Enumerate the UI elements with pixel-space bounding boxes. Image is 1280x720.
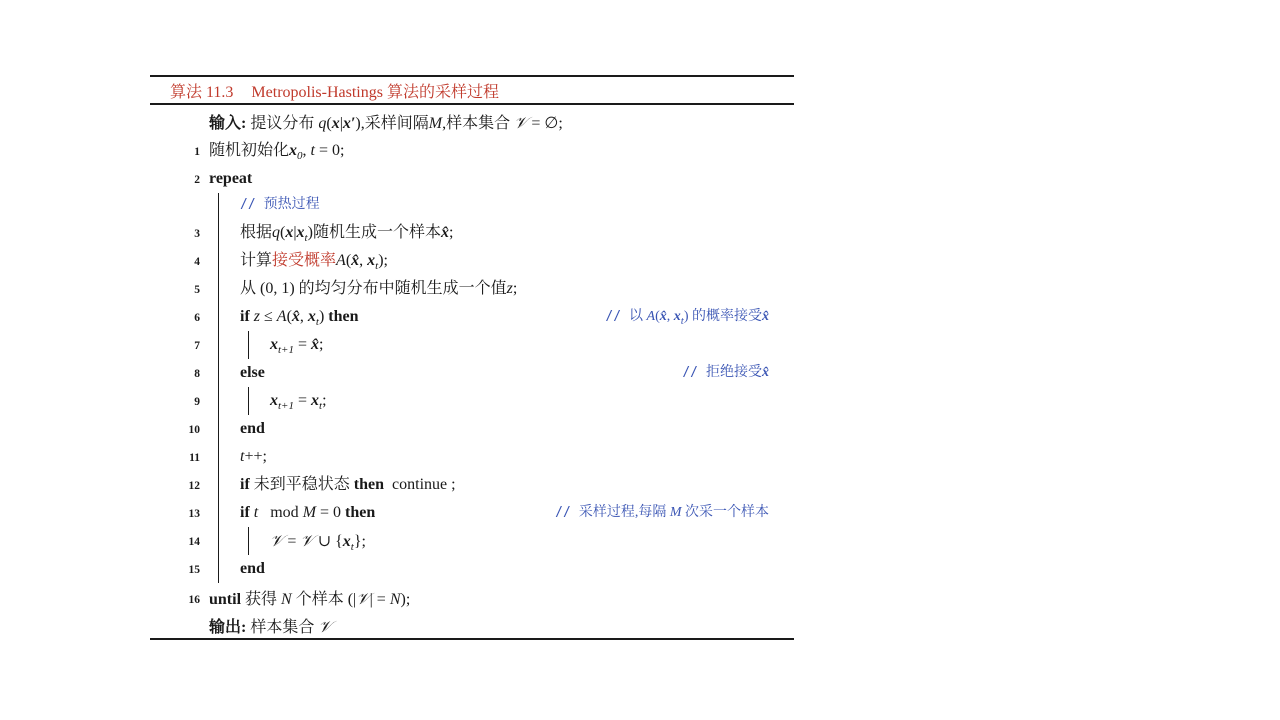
input-text-4: = ∅; <box>531 115 563 132</box>
line-number-2: 2 <box>194 174 200 186</box>
l12-text: 未到平稳状态 <box>249 476 354 493</box>
algo-line-7 <box>270 333 323 357</box>
line-number-11: 11 <box>189 452 200 464</box>
l16-N: N <box>281 591 292 608</box>
l5-text: 从 (0, 1) 的均匀分布中随机生成一个值 <box>240 280 507 297</box>
input-text: 提议分布 <box>250 115 315 132</box>
comment-slash: // <box>240 197 256 212</box>
accept-comment-text: 以 <box>629 309 644 324</box>
l6-open: ( <box>286 308 292 325</box>
line-number-15: 15 <box>188 564 200 576</box>
comment-sub: t <box>680 315 684 327</box>
l7-eq: = <box>293 336 312 353</box>
top-rule <box>150 75 794 77</box>
l1-sub: 0 <box>297 150 303 162</box>
algo-line-16 <box>209 587 410 611</box>
input-label: 输入: <box>209 115 247 132</box>
l3-xhat: x̂ <box>440 224 449 241</box>
l16-text-2: 个样本 (| <box>291 591 357 608</box>
reject-comment-text: 拒绝接受 <box>706 365 762 380</box>
algo-line-15 <box>240 557 265 581</box>
input-line: 输入: 提议分布 q(x|x′),采样间隔M,样本集合 𝒱 = ∅; <box>209 113 563 132</box>
sampling-comment-M: M <box>669 505 682 520</box>
sampling-comment <box>555 501 769 525</box>
l13-mod: mod <box>258 504 303 521</box>
l3-semi: ; <box>448 224 454 241</box>
algo-line-5 <box>240 277 517 301</box>
l1-x: x <box>289 142 298 159</box>
input-M: M <box>428 115 443 132</box>
if-keyword: if <box>240 308 250 325</box>
reject-comment <box>682 361 769 385</box>
else-keyword: else <box>240 364 265 381</box>
line-number-6: 6 <box>194 312 200 324</box>
input-text-2: ,采样间隔 <box>360 115 429 132</box>
l3-text-2: 随机生成一个样本 <box>312 224 441 241</box>
acceptance-probability-term: 接受概率 <box>272 252 337 269</box>
l3-bar: | <box>293 224 297 241</box>
algo-line-12 <box>240 473 456 497</box>
l14-eq: = <box>283 533 301 550</box>
l6-sub: t <box>315 316 319 328</box>
sampling-comment-text-2: 次采一个样本 <box>685 505 769 520</box>
l6-A: A <box>276 308 287 325</box>
comment-xt: x <box>673 309 681 324</box>
line-number-7: 7 <box>194 340 200 352</box>
bottom-rule <box>150 638 794 640</box>
l14-sub: t <box>350 541 354 553</box>
if-block-bar <box>248 331 249 359</box>
comment-close: ) <box>683 309 689 324</box>
repeat-block-bar <box>218 193 219 583</box>
l13-M: M <box>302 504 317 521</box>
l6-xhat: x̂ <box>291 308 300 325</box>
comment-slash: // <box>605 309 622 324</box>
algo-line-1 <box>209 139 344 163</box>
l3-q: q <box>272 224 281 241</box>
l6-close: ) <box>318 308 325 325</box>
l7-sub: t+1 <box>278 344 294 356</box>
input-x: x <box>331 115 340 132</box>
algorithm-caption <box>170 79 499 102</box>
l1-text: 随机初始化 <box>209 142 290 159</box>
l6-xt: x <box>307 308 316 325</box>
caption-number: 算法 11.3 <box>170 84 234 101</box>
l7-x: x <box>270 336 278 353</box>
input-text-3: ,样本集合 <box>442 115 511 132</box>
l3-sub: t <box>304 232 308 244</box>
algorithm-block <box>150 75 794 641</box>
comment-A: A <box>646 309 656 324</box>
comment-comma: , <box>666 309 674 324</box>
l16-text-4: ); <box>400 591 411 608</box>
l4-sub: t <box>375 260 379 272</box>
l14-union: ∪ { <box>313 533 343 550</box>
l16-text: 获得 <box>241 591 282 608</box>
l11-increment: ++; <box>244 448 267 465</box>
l16-N-2: N <box>389 591 401 608</box>
reject-comment-xhat: x̂ <box>762 365 769 380</box>
comment-xhat-2: x̂ <box>762 309 769 324</box>
l9-eq: = <box>293 392 312 409</box>
else-block-bar <box>248 387 249 415</box>
comment-slash: // <box>555 505 571 520</box>
algo-line-10 <box>240 417 265 441</box>
output-text: 样本集合 <box>250 619 315 636</box>
l16-V: 𝒱 <box>356 589 370 608</box>
l3-close: ) <box>307 224 313 241</box>
l4-open: ( <box>345 252 352 269</box>
line-number-14: 14 <box>188 536 200 548</box>
l9-sub-2: t <box>319 400 323 412</box>
end-keyword: end <box>240 560 265 577</box>
l9-sub: t+1 <box>278 400 294 412</box>
l3-open: ( <box>280 224 286 241</box>
output-V: 𝒱 <box>318 617 332 636</box>
preheat-comment-text: 预热过程 <box>263 197 320 212</box>
l1-eq: = 0; <box>314 142 345 159</box>
l9-x: x <box>270 392 278 409</box>
input-xprime: x′ <box>342 115 356 132</box>
line-number-3: 3 <box>194 228 200 240</box>
algo-line-4 <box>240 249 388 273</box>
l4-xt: x <box>367 252 376 269</box>
algo-line-11 <box>240 445 267 469</box>
l4-comma: , <box>359 252 368 269</box>
l7-semi: ; <box>319 336 324 353</box>
l7-xhat: x̂ <box>311 336 320 353</box>
l6-comma: , <box>299 308 308 325</box>
accept-comment-text-2: 的概率接受 <box>692 309 762 324</box>
line-number-12: 12 <box>188 480 200 492</box>
output-line <box>209 615 332 639</box>
l4-A: A <box>336 252 346 269</box>
line-number-5: 5 <box>194 284 200 296</box>
l14-V-2: 𝒱 <box>300 531 314 550</box>
line-number-16: 16 <box>188 594 200 606</box>
end-keyword: end <box>240 420 265 437</box>
comment-xhat: x̂ <box>659 309 667 324</box>
then-keyword: then <box>328 308 359 325</box>
l13-t: t <box>253 504 259 521</box>
l3-xt: x <box>296 224 305 241</box>
l4-close: ); <box>378 252 388 269</box>
then-keyword: then <box>353 476 385 493</box>
accept-comment <box>605 305 769 329</box>
if-keyword: if <box>240 476 250 493</box>
until-keyword: until <box>209 591 242 608</box>
algo-line-2 <box>209 167 252 191</box>
l1-comma: , <box>302 142 311 159</box>
line-number-1: 1 <box>194 146 200 158</box>
line-number-10: 10 <box>188 424 200 436</box>
l14-close: }; <box>353 533 366 550</box>
l1-t: t <box>310 142 315 159</box>
if-mod-block-bar <box>248 527 249 555</box>
line-number-8: 8 <box>194 368 200 380</box>
algo-line-9 <box>270 389 327 413</box>
algo-line-3 <box>240 221 453 245</box>
l11-t: t <box>240 448 245 465</box>
l16-text-3: | = <box>369 591 390 608</box>
l6-le: ≤ <box>260 308 277 325</box>
input-bar: | <box>339 115 343 132</box>
caption-rule <box>150 103 794 105</box>
line-number-13: 13 <box>188 508 200 520</box>
repeat-keyword: repeat <box>209 170 253 187</box>
l4-xhat: x̂ <box>351 252 360 269</box>
then-keyword: then <box>345 504 376 521</box>
sampling-comment-text: 采样过程,每隔 <box>578 505 667 520</box>
preheat-comment <box>240 193 320 217</box>
l9-semi: ; <box>322 392 327 409</box>
input-q: q <box>318 115 327 132</box>
l3-text: 根据 <box>240 224 273 241</box>
l14-x: x <box>342 533 351 550</box>
caption-title: Metropolis-Hastings 算法的采样过程 <box>251 84 499 101</box>
comment-open: ( <box>655 309 660 324</box>
line-number-9: 9 <box>194 396 200 408</box>
algo-line-6 <box>240 305 359 329</box>
output-label: 输出: <box>209 619 247 636</box>
l4-text: 计算 <box>240 252 273 269</box>
l9-xt: x <box>311 392 320 409</box>
algo-line-13 <box>240 501 375 525</box>
algo-line-8 <box>240 361 265 385</box>
l5-semi: ; <box>512 280 518 297</box>
l13-eq: = 0 <box>316 504 346 521</box>
line-number-4: 4 <box>194 256 200 268</box>
input-V: 𝒱 <box>514 113 528 132</box>
algo-line-14 <box>270 529 366 553</box>
l5-z: z <box>506 280 513 297</box>
l12-continue: continue ; <box>384 476 456 493</box>
comment-slash: // <box>682 365 698 380</box>
l6-z: z <box>253 308 261 325</box>
l3-x: x <box>285 224 294 241</box>
if-keyword: if <box>240 504 250 521</box>
l14-V: 𝒱 <box>270 531 284 550</box>
